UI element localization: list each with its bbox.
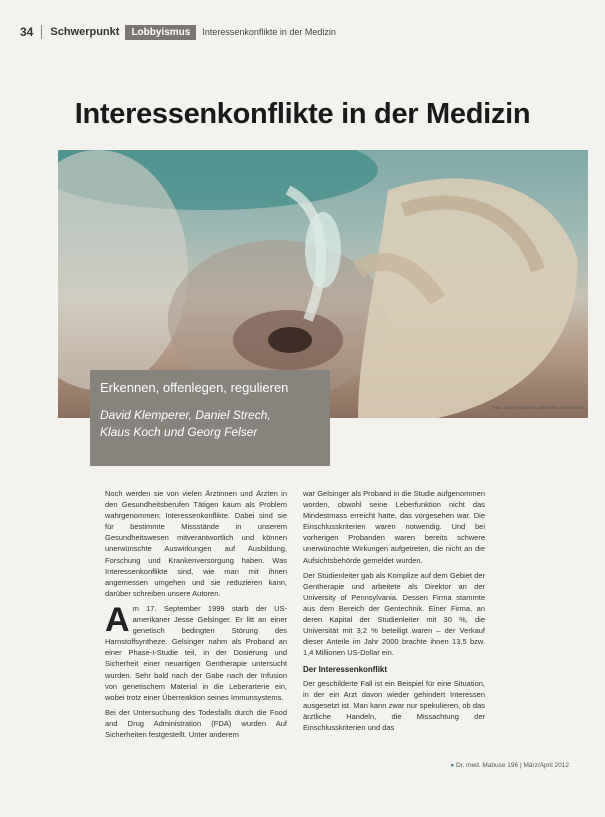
body-paragraph bbox=[105, 600, 287, 703]
page-header bbox=[20, 22, 585, 42]
caption-box bbox=[90, 370, 330, 466]
section-subheading: Der Interessenkonflikt bbox=[303, 665, 388, 675]
body-text: m 17. September 1999 starb der US-amerikaner Jesse Gelsinger. Er litt an einer genetisch bedingten Störung des Harnstoffsyntheze. Gelsinger nahm als Proband an einer Phase-I-Studie teil, in der Dosierung und Sicherheit einer neuartigen Gentherapie untersucht wurden. Sehr bald nach der Gabe nach der Infusion von genetischem Material in die Leberarterie ein, wobei trotz einer Überreaktion seines Immunsystems. bbox=[105, 603, 287, 702]
body-paragraph: Bei der Untersuchung des Todesfalls durch die Food and Drug Administration (FDA) wurden Auf Sicherheiten festgestellt. Unter anderem bbox=[105, 707, 287, 739]
lead-paragraph: Noch werden sie von vielen Ärztinnen und Ärzten in den Gesundheitsberufen Tätigen kaum als Problem wahrgenommen: Interessenkonflikte. Dabei sind sie für bestimmte Missstände in unserem Gesundheitswesen mitverantwortlich und können unerwünschte Auswirkungen auf Ausbildung, Forschung und Krankenversorgung haben. Was Interessenkonflikte sind, wie man mit ihnen angemessen umgehen und sie reduzieren kann, darüber schreiben unsere Autoren. bbox=[105, 489, 287, 598]
journal-name: Dr. med. Mabuse 196 bbox=[456, 762, 519, 769]
issue-date: März/April 2012 bbox=[523, 762, 569, 769]
article-subtitle: Erkennen, offenlegen, regulieren bbox=[100, 380, 289, 395]
section-label: Schwerpunkt bbox=[50, 26, 120, 38]
text-column-right bbox=[303, 488, 485, 737]
topic-tag: Lobbyismus bbox=[125, 25, 196, 40]
authors-line-1: David Klemperer, Daniel Strech, bbox=[100, 408, 271, 422]
authors-line-2: Klaus Koch und Georg Felser bbox=[100, 425, 258, 439]
bullet-icon: ● bbox=[450, 762, 455, 769]
body-paragraph: war Gelsinger als Proband in die Studie aufgenommen worden, obwohl seine Leberfunktion nicht das Mindestmass erreicht hatte, das vorgesehen war. Die Einschlusskriterien waren notwendig. Und bei vorherigen Probanden waren bereits schwere unerwünschte Wirkungen aufgetreten, die nicht an die Aufsichtsbehörde gemeldet wurden. bbox=[303, 489, 485, 565]
breadcrumb: Interessenkonflikte in der Medizin bbox=[202, 27, 336, 37]
photo-credit: Foto: Getty Images/F1online/Ron Kohl GmbH bbox=[492, 405, 583, 410]
text-column-left bbox=[105, 488, 287, 744]
page-number: 34 bbox=[20, 25, 42, 39]
page-footer: ● Dr. med. Mabuse 196 | März/April 2012 bbox=[450, 762, 569, 769]
drop-cap: A bbox=[105, 600, 130, 639]
body-paragraph: Der geschilderte Fall ist ein Beispiel für eine Situation, in der ein Arzt davon wieder gehindert Interessen ausgesetzt ist. Man kann zwar nur spekulieren, ob das ärztliche Handeln, die Missachtung der Einschlusskriterien und das bbox=[303, 678, 485, 732]
body-paragraph: Der Studienleiter gab als Komplize auf dem Gebiet der Gentherapie und arbeitete als Direktor an der University of Pennsylvania. Dessen Firma stammte aus dem Bereich der Gentechnik. Einer Firma, an deren Kapital der Studienleiter mit 30 %, die Universität mit 3,2 % beteiligt waren – der Verkauf dieser Anteile im Jahr 2000 brachte ihnen 13,5 bzw. 1,4 Millionen US-Dollar ein. bbox=[303, 570, 485, 658]
page-title: Interessenkonflikte in der Medizin bbox=[74, 98, 531, 130]
